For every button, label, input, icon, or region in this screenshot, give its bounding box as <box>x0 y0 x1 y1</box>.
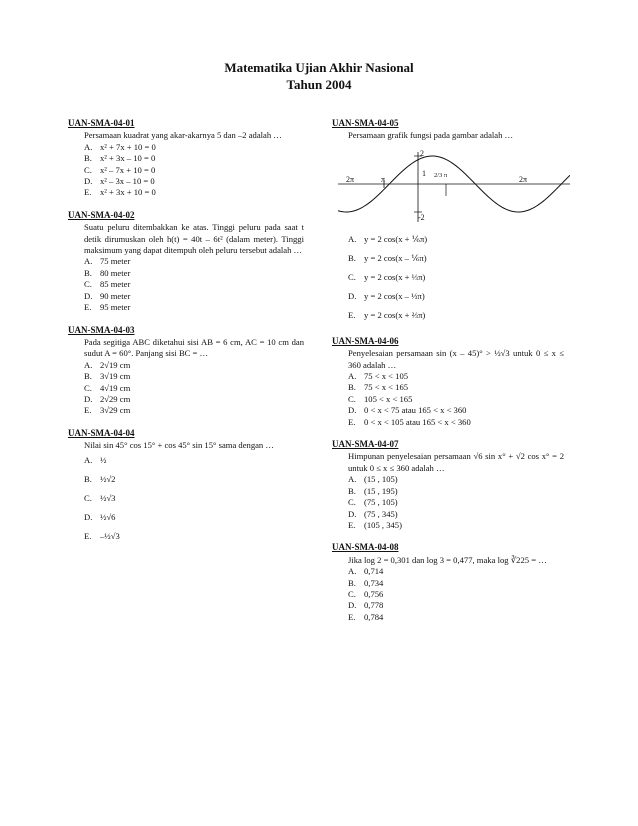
cosine-graph <box>338 146 570 224</box>
option-b: B. ½√2 <box>84 474 116 485</box>
option-c: C. (75 , 105) <box>348 497 398 508</box>
option-e: E. –½√3 <box>84 531 120 542</box>
option-c: C. 0,756 <box>348 588 384 599</box>
question-id: UAN-SMA-04-02 <box>68 209 135 220</box>
option-d: D. x² – 3x – 10 = 0 <box>84 176 155 187</box>
question-id: UAN-SMA-04-03 <box>68 324 135 335</box>
option-e: E. 3√29 cm <box>84 405 131 416</box>
page-title: Matematika Ujian Akhir Nasional <box>224 60 414 75</box>
option-e: E. y = 2 cos(x + ⅔π) <box>348 309 426 320</box>
option-b: B. y = 2 cos(x – ⅙π) <box>348 252 427 263</box>
question-stem: Pada segitiga ABC diketahui sisi AB = 6 cm, AC = 10 cm dan sudut A = 60°. Panjang sisi BC = … <box>84 336 304 359</box>
option-e: E. x² + 3x + 10 = 0 <box>84 187 156 198</box>
question-stem: Jika log 2 = 0,301 dan log 3 = 0,477, maka log ∛225 = … <box>348 554 547 565</box>
option-b: B. 80 meter <box>84 267 131 278</box>
question-1 <box>68 118 304 199</box>
option-c: C. 4√19 cm <box>84 382 131 393</box>
option-a: A. x² + 7x + 10 = 0 <box>84 141 156 152</box>
question-id: UAN-SMA-04-07 <box>332 439 399 450</box>
x-right-label: 2π <box>519 174 528 184</box>
option-b: B. 3√19 cm <box>84 371 131 382</box>
option-d: D. 0 < x < 75 atau 165 < x < 360 <box>348 405 467 416</box>
option-c: C. x² – 7x + 10 = 0 <box>84 164 156 175</box>
graph-svg <box>338 146 570 224</box>
option-a: A. ½ <box>84 455 107 466</box>
option-a: A. 75 meter <box>84 256 131 267</box>
option-b: B. (15 , 195) <box>348 485 398 496</box>
question-6 <box>332 336 564 428</box>
option-a: A. 75 < x < 105 <box>348 371 409 382</box>
question-stem: Nilai sin 45° cos 15° + cos 45° sin 15° sama dengan … <box>84 440 274 451</box>
question-stem: Persamaan kuadrat yang akar-akarnya 5 dan –2 adalah … <box>84 130 282 141</box>
question-id: UAN-SMA-04-06 <box>332 335 399 346</box>
option-d: D. y = 2 cos(x – ⅓π) <box>348 290 425 301</box>
y-min-label: -2 <box>418 212 425 222</box>
option-d: D. (75 , 345) <box>348 508 398 519</box>
question-2 <box>68 210 304 314</box>
question-stem: Suatu peluru ditembakkan ke atas. Tinggi peluru pada saat t detik dirumuskan oleh h(t) = 40t – 6t² (dalam meter). Tinggi maksimum yang dapat ditempuh oleh peluru tersebut adalah … <box>84 222 304 256</box>
option-e: E. (105 , 345) <box>348 519 402 530</box>
question-stem: Penyelesaian persamaan sin (x – 45)° > ½√3 untuk 0 ≤ x ≤ 360 adalah … <box>348 348 564 370</box>
x-left-label: 2π <box>346 174 355 184</box>
question-id: UAN-SMA-04-01 <box>68 118 135 128</box>
question-stem: Himpunan penyelesaian persamaan √6 sin x° + √2 cos x° = 2 untuk 0 ≤ x ≤ 360 adalah … <box>348 451 564 473</box>
option-a: A. 2√19 cm <box>84 359 131 370</box>
question-id: UAN-SMA-04-04 <box>68 427 135 438</box>
page-subtitle: Tahun 2004 <box>286 77 352 92</box>
option-e: E. 95 meter <box>84 302 131 313</box>
y-max-label: 2 <box>420 148 424 158</box>
x-frac-label: 2/3 π <box>434 171 448 179</box>
option-d: D. 90 meter <box>84 290 131 301</box>
option-d: D. 0,778 <box>348 600 384 611</box>
question-8 <box>332 542 564 623</box>
option-c: C. 85 meter <box>84 279 131 290</box>
question-stem: Persamaan grafik fungsi pada gambar adalah … <box>348 130 514 141</box>
option-a: A. y = 2 cos(x + ⅙π) <box>348 233 428 244</box>
option-b: B. 0,734 <box>348 577 384 588</box>
option-c: C. 105 < x < 165 <box>348 393 413 404</box>
question-id: UAN-SMA-04-05 <box>332 118 399 128</box>
y-mid-label: 1 <box>422 168 426 178</box>
question-7 <box>332 439 564 531</box>
option-c: C. ½√3 <box>84 493 116 504</box>
option-b: B. 75 < x < 165 <box>348 382 409 393</box>
question-4 <box>68 428 304 547</box>
question-3 <box>68 325 304 417</box>
option-b: B. x² + 3x – 10 = 0 <box>84 153 156 164</box>
option-d: D. ½√6 <box>84 512 116 523</box>
option-d: D. 2√29 cm <box>84 393 131 404</box>
option-e: E. 0,784 <box>348 611 384 622</box>
option-a: A. (15 , 105) <box>348 474 398 485</box>
option-e: E. 0 < x < 105 atau 165 < x < 360 <box>348 416 471 427</box>
question-5 <box>332 118 564 325</box>
question-id: UAN-SMA-04-08 <box>332 542 399 553</box>
option-a: A. 0,714 <box>348 566 384 577</box>
right-column <box>332 118 564 634</box>
left-column <box>68 118 304 558</box>
x-pi-label: π <box>381 174 386 184</box>
option-c: C. y = 2 cos(x + ⅓π) <box>348 271 426 282</box>
